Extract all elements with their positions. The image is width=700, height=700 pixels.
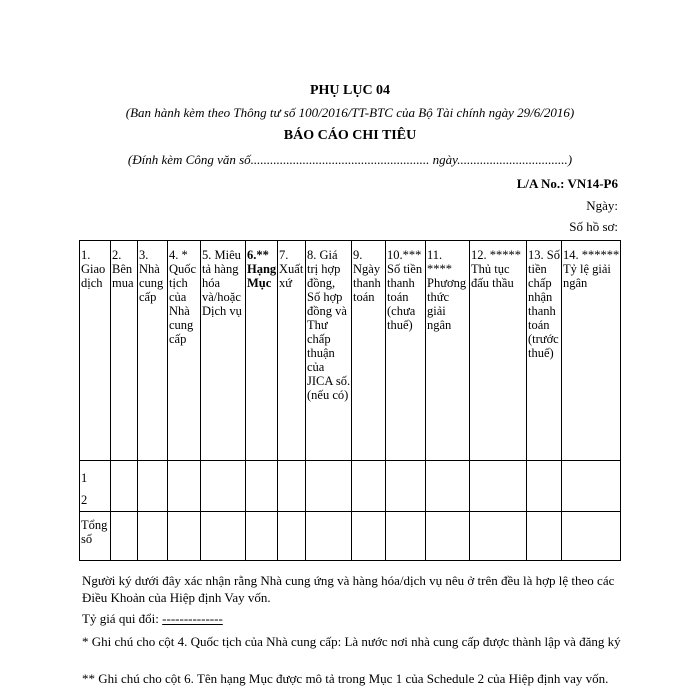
table-cell: [306, 461, 352, 512]
appendix-title: PHỤ LỤC 04: [309, 83, 391, 98]
loan-agreement-number: L/A No.: VN14-P6: [516, 176, 618, 191]
exchange-rate-label: Tỷ giá qui đổi:: [82, 611, 159, 626]
report-title: BÁO CÁO CHI TIÊU: [283, 128, 417, 143]
note-column-4: * Ghi chú cho cột 4. Quốc tịch của Nhà cung cấp: Là nước nơi nhà cung cấp được thành lập và đăng ký: [82, 634, 621, 649]
table-cell: [111, 461, 138, 512]
header-cell-origin: 7. Xuất xứ: [278, 241, 306, 461]
header-cell-disbursement-rate: 14. ****** Tỷ lệ giải ngân: [562, 241, 621, 461]
table-cell: [138, 461, 168, 512]
table-cell: [470, 512, 527, 561]
header-cell-category: 6.** Hạng Mục: [246, 241, 278, 461]
table-cell: [278, 461, 306, 512]
header-cell-procurement: 12. ***** Thủ tục đấu thầu: [470, 241, 527, 461]
table-cell: [352, 512, 386, 561]
table-cell: [352, 461, 386, 512]
table-cell: [306, 512, 352, 561]
table-cell: [527, 461, 562, 512]
issuance-note: (Ban hành kèm theo Thông tư số 100/2016/TT-BTC của Bộ Tài chính ngày 29/6/2016): [125, 105, 575, 120]
table-cell: [426, 461, 470, 512]
row-number-cell: [80, 461, 111, 512]
table-cell: [426, 512, 470, 561]
header-cell-supplier: 3. Nhà cung cấp: [138, 241, 168, 461]
table-cell: [386, 512, 426, 561]
table-cell: [138, 512, 168, 561]
header-cell-transaction: 1. Giao dịch: [80, 241, 111, 461]
table-cell: [278, 512, 306, 561]
header-cell-payment-date: 9. Ngày thanh toán: [352, 241, 386, 461]
header-cell-description: 5. Miêu tả hàng hóa và/hoặc Dịch vụ: [201, 241, 246, 461]
header-cell-contract-value: 8. Giá trị hợp đồng, Số hợp đồng và Thư chấp thuận của JICA số. (nếu có): [306, 241, 352, 461]
table-cell: [111, 512, 138, 561]
table-row: [80, 461, 621, 512]
table-cell: [246, 512, 278, 561]
header-cell-buyer: 2. Bên mua: [111, 241, 138, 461]
table-cell: [168, 512, 201, 561]
table-cell: [246, 461, 278, 512]
row-number: 1: [81, 471, 88, 485]
date-label: Ngày:: [586, 198, 618, 213]
table-cell: [562, 461, 621, 512]
table-cell: [386, 461, 426, 512]
table-cell: [168, 461, 201, 512]
attachment-note: (Đính kèm Công văn số....................................................... ngày..................................): [127, 152, 573, 167]
table-cell: [562, 512, 621, 561]
exchange-rate-value: --------------: [162, 611, 223, 626]
exchange-rate: [82, 610, 627, 627]
table-cell: [527, 512, 562, 561]
total-row: [80, 512, 621, 561]
table-cell: [201, 512, 246, 561]
expense-table: [79, 240, 621, 561]
certification-text: Người ký dưới đây xác nhận rằng Nhà cung ứng và hàng hóa/dịch vụ nêu ở trên đều là hợp lệ theo các Điều Khoản của Hiệp định Vay vốn.: [82, 573, 615, 605]
header-cell-supplier-nationality: 4. * Quốc tịch của Nhà cung cấp: [168, 241, 201, 461]
table-cell: [201, 461, 246, 512]
table-cell: [470, 461, 527, 512]
total-label: Tổng số: [80, 512, 111, 561]
header-cell-disbursement-method: 11. **** Phương thức giải ngân: [426, 241, 470, 461]
row-number: 2: [81, 493, 88, 507]
file-number-label: Số hồ sơ:: [569, 219, 618, 234]
header-cell-accepted-amount: 13. Số tiền chấp nhận thanh toán (trước thuế): [527, 241, 562, 461]
note-column-6: ** Ghi chú cho cột 6. Tên hạng Mục được mô tả trong Mục 1 của Schedule 2 của Hiệp định vay vốn.: [82, 671, 609, 686]
header-cell-payment-amount: 10.*** Số tiền thanh toán (chưa thuế): [386, 241, 426, 461]
